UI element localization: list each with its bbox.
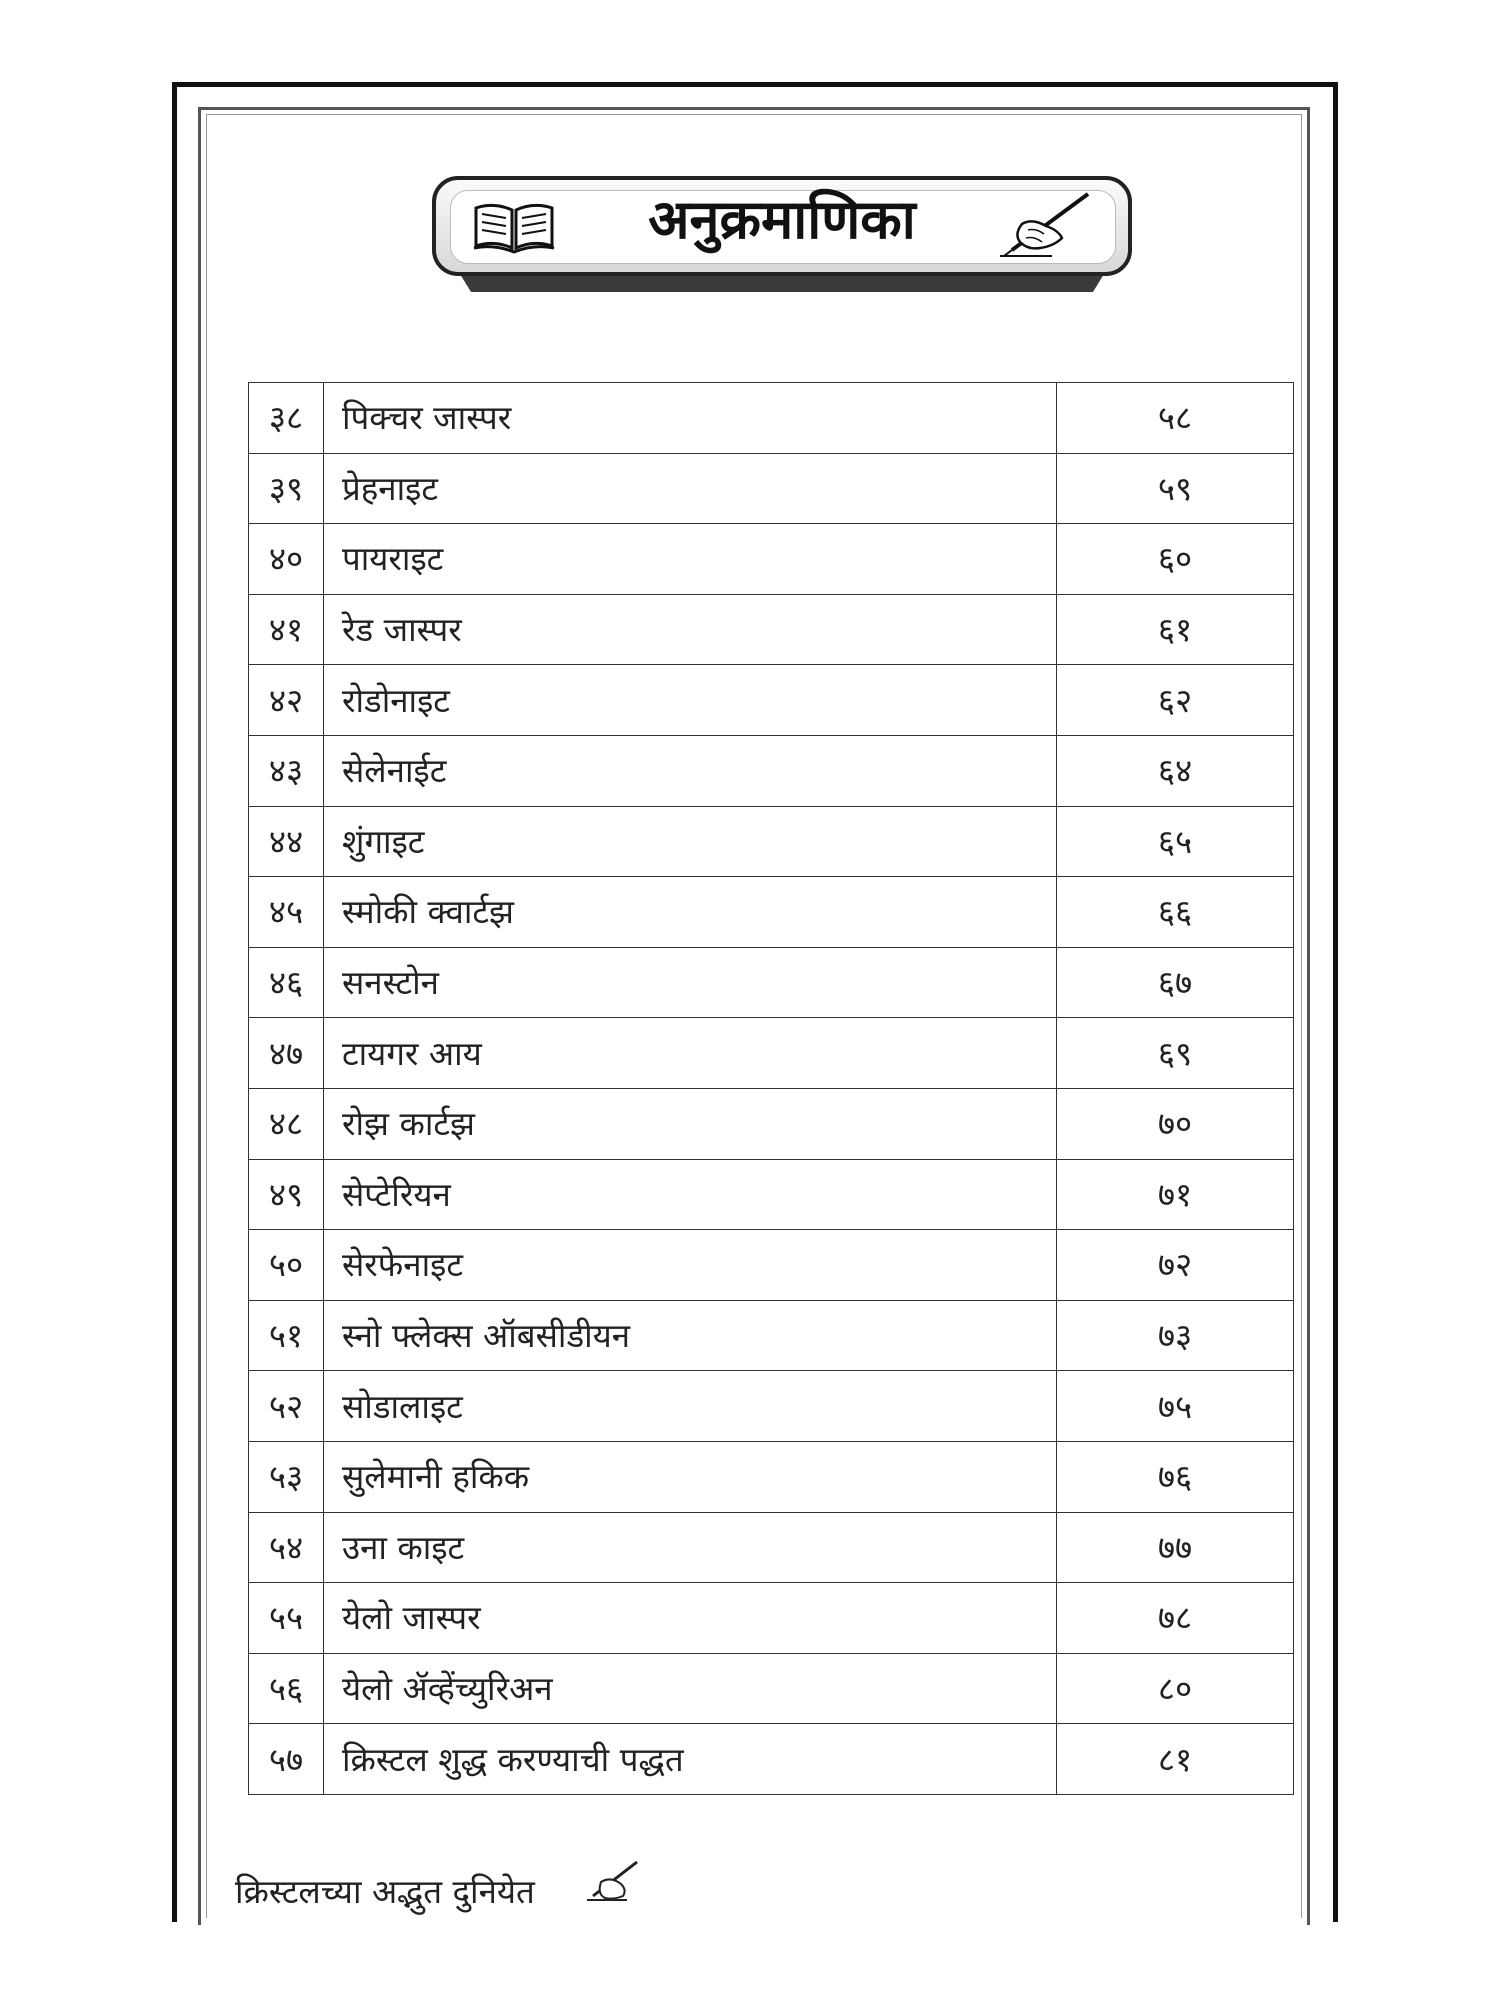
page-title: अनुक्रमाणिका [648,188,916,251]
table-row[interactable] [249,1159,1294,1230]
row-number: ५७ [249,1724,324,1795]
row-page: ६५ [1057,806,1294,877]
row-title: प्रेहनाइट [324,453,1057,524]
row-number: ४४ [249,806,324,877]
table-row[interactable] [249,1441,1294,1512]
row-page: ६० [1057,524,1294,595]
row-title: पिक्चर जास्पर [324,383,1057,454]
row-page: ६२ [1057,665,1294,736]
row-page: ८१ [1057,1724,1294,1795]
row-title: रोडोनाइट [324,665,1057,736]
row-title: रोझ कार्टझ [324,1088,1057,1159]
table-row[interactable] [249,1724,1294,1795]
row-number: ५६ [249,1653,324,1724]
row-page: ५८ [1057,383,1294,454]
row-page: ५९ [1057,453,1294,524]
row-number: ४० [249,524,324,595]
toc-table [248,382,1294,1795]
table-row[interactable] [249,665,1294,736]
row-number: ४२ [249,665,324,736]
table-row[interactable] [249,1653,1294,1724]
table-row[interactable] [249,1583,1294,1654]
row-title: सेलेनाईट [324,735,1057,806]
table-row[interactable] [249,524,1294,595]
row-number: ४८ [249,1088,324,1159]
row-title: सोडालाइट [324,1371,1057,1442]
title-banner [432,176,1132,296]
row-page: ७३ [1057,1300,1294,1371]
row-title: उना काइट [324,1512,1057,1583]
hand-writing-pen-icon [992,190,1092,260]
row-page: ६१ [1057,594,1294,665]
row-title: रेड जास्पर [324,594,1057,665]
row-number: ५४ [249,1512,324,1583]
table-row[interactable] [249,594,1294,665]
row-page: ८० [1057,1653,1294,1724]
row-page: ६६ [1057,877,1294,948]
row-page: ७२ [1057,1230,1294,1301]
row-number: ४९ [249,1159,324,1230]
row-title: टायगर आय [324,1018,1057,1089]
row-title: पायराइट [324,524,1057,595]
row-page: ७१ [1057,1159,1294,1230]
row-page: ७८ [1057,1583,1294,1654]
table-row[interactable] [249,1088,1294,1159]
row-title: येलो ॲव्हेंच्युरिअन [324,1653,1057,1724]
row-number: ५० [249,1230,324,1301]
table-row[interactable] [249,806,1294,877]
row-title: येलो जास्पर [324,1583,1057,1654]
row-title: सनस्टोन [324,947,1057,1018]
row-number: ५५ [249,1583,324,1654]
row-title: क्रिस्टल शुद्ध करण्याची पद्धत [324,1724,1057,1795]
table-row[interactable] [249,1300,1294,1371]
row-number: ४३ [249,735,324,806]
table-row[interactable] [249,1018,1294,1089]
page-footer [235,1860,735,1910]
footer-text: क्रिस्टलच्या अद्भुत दुनियेत [235,1872,535,1911]
row-number: ५१ [249,1300,324,1371]
row-number: ३८ [249,383,324,454]
row-number: ५२ [249,1371,324,1442]
row-number: ४५ [249,877,324,948]
table-row[interactable] [249,1230,1294,1301]
table-row[interactable] [249,453,1294,524]
row-number: ५३ [249,1441,324,1512]
row-page: ७७ [1057,1512,1294,1583]
row-page: ६४ [1057,735,1294,806]
table-row[interactable] [249,735,1294,806]
row-title: सेरफेनाइट [324,1230,1057,1301]
row-page: ६९ [1057,1018,1294,1089]
row-title: सेप्टेरियन [324,1159,1057,1230]
row-number: ४१ [249,594,324,665]
row-page: ७० [1057,1088,1294,1159]
table-row[interactable] [249,947,1294,1018]
pen-nib-icon [583,1860,639,1904]
row-title: स्नो फ्लेक्स ऑबसीडीयन [324,1300,1057,1371]
row-number: ३९ [249,453,324,524]
row-page: ७६ [1057,1441,1294,1512]
table-row[interactable] [249,1512,1294,1583]
row-title: सुलेमानी हकिक [324,1441,1057,1512]
row-page: ७५ [1057,1371,1294,1442]
table-row[interactable] [249,1371,1294,1442]
table-row[interactable] [249,383,1294,454]
row-title: शुंगाइट [324,806,1057,877]
row-title: स्मोकी क्वार्टझ [324,877,1057,948]
table-row[interactable] [249,877,1294,948]
row-number: ४६ [249,947,324,1018]
row-number: ४७ [249,1018,324,1089]
row-page: ६७ [1057,947,1294,1018]
